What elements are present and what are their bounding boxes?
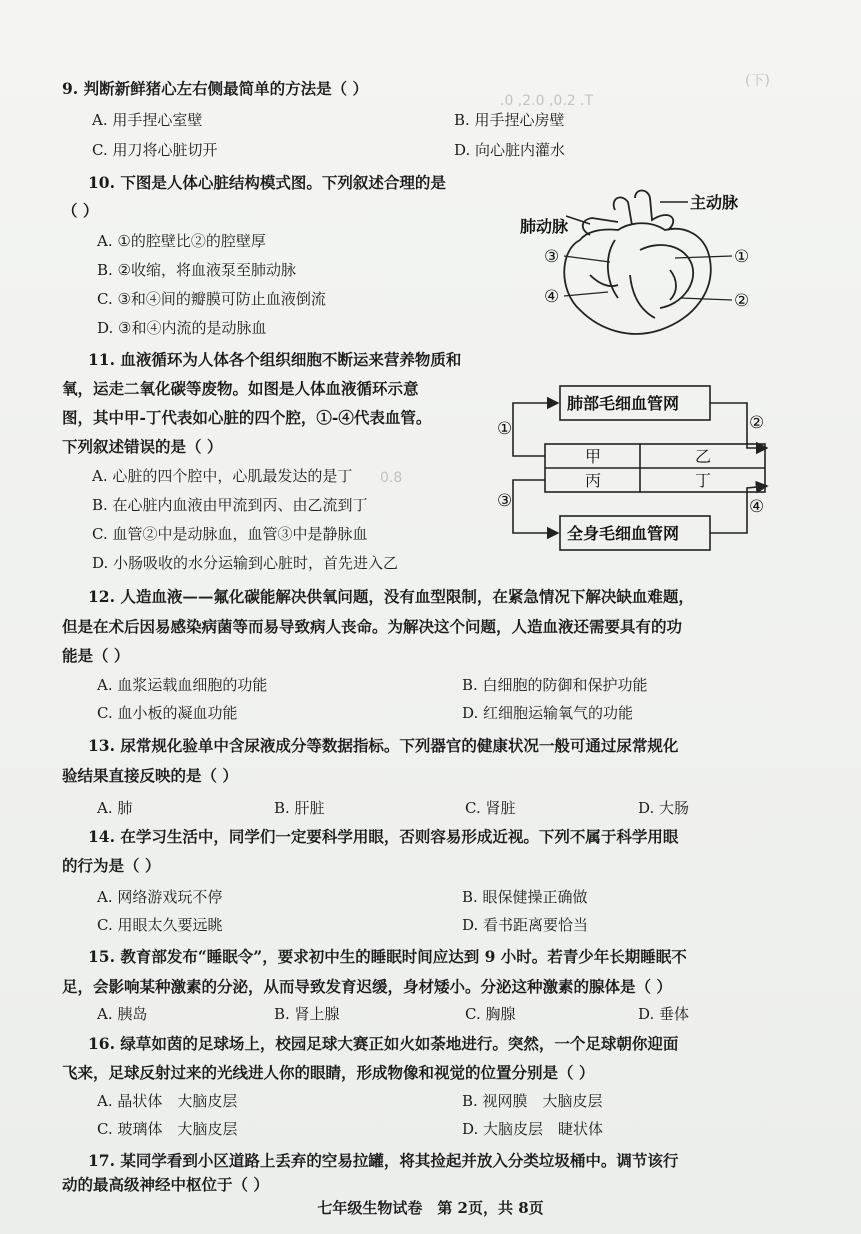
question-9-stem: 9. 判断新鲜猪心左右侧最简单的方法是（ ） — [62, 79, 368, 98]
q9-option-a: A. 用手捏心室壁 — [92, 111, 203, 129]
q15-option-d: D. 垂体 — [638, 1005, 690, 1023]
q16-option-b: B. 视网膜 大脑皮层 — [462, 1092, 603, 1110]
heart-diagram — [520, 180, 790, 360]
q14-option-d: D. 看书距离要恰当 — [462, 916, 589, 934]
question-10-stem: 10. 下图是人体心脏结构模式图。下列叙述合理的是 — [88, 173, 446, 192]
q12-option-c: C. 血小板的凝血功能 — [97, 704, 238, 722]
q13-option-b: B. 肝脏 — [274, 799, 325, 817]
q15-option-a: A. 胰岛 — [97, 1005, 148, 1023]
question-17-line2: 动的最高级神经中枢位于（ ） — [62, 1175, 269, 1194]
q11-option-d: D. 小肠吸收的水分运输到心脏时，首先进入乙 — [92, 554, 399, 572]
question-14-line1: 14. 在学习生活中，同学们一定要科学用眼，否则容易形成近视。下列不属于科学用眼 — [88, 827, 679, 846]
q13-option-c: C. 肾脏 — [465, 799, 516, 817]
q13-option-a: A. 肺 — [97, 799, 133, 817]
q16-option-a: A. 晶状体 大脑皮层 — [97, 1092, 238, 1110]
label-4: ④ — [544, 287, 560, 307]
circulation-diagram — [495, 378, 785, 563]
label-aorta: 主动脉 — [690, 193, 739, 212]
question-13-line1: 13. 尿常规化验单中含尿液成分等数据指标。下列器官的健康状况一般可通过尿常规化 — [88, 736, 679, 755]
question-11-line4: 下列叙述错误的是（ ） — [62, 437, 223, 456]
question-11-line2: 氧，运走二氧化碳等废物。如图是人体血液循环示意 — [62, 379, 419, 398]
question-11-line1: 11. 血液循环为人体各个组织细胞不断运来营养物质和 — [88, 350, 462, 369]
question-17-line1: 17. 某同学看到小区道路上丢弃的空易拉罐，将其捡起并放入分类垃圾桶中。调节该行 — [88, 1151, 679, 1170]
vessel-3: ③ — [497, 491, 513, 511]
q10-option-b: B. ②收缩，将血液泵至肺动脉 — [97, 261, 297, 279]
q9-option-b: B. 用手捏心房壁 — [454, 111, 565, 129]
vessel-4: ④ — [749, 497, 765, 517]
q14-option-a: A. 网络游戏玩不停 — [97, 888, 223, 906]
q16-option-d: D. 大脑皮层 睫状体 — [462, 1120, 604, 1138]
question-12-line3: 能是（ ） — [62, 646, 130, 665]
exam-page: .0 ,2.0 ,0.2 .T (下) 0.8 9. 判断新鲜猪心左右侧最简单的方法是（ ） A. 用手捏心室壁 B. 用手捏心房壁 C. 用刀将心脏切开 D. 向心脏内灌水 10. 下图是人体心脏结构模式图。下列叙述合理的是 （ ） A. ①的腔壁比②的腔壁厚 B. ②收缩，将血液泵至肺动脉 C. ③和④间的瓣膜可防止血液倒流 D. ③和④内流的是动脉血 主动脉 肺动脉 ③ ④ ① ② 11. 血液循环为人体各个组织细胞不断运来营养物质和 氧，运走二氧化碳等废物。如图是人体血液循环示意 图，其中甲-丁代表如心脏的四个腔，①-④代表血管。 下列叙述错误的是（ ） A. 心脏的四个腔中，心肌最发达的是丁 B. 在心脏内血液由甲流到丙、由乙流到丁 C. 血管②中是动脉血，血管③中是静脉血 D. 小肠吸收的水分运输到心脏时，首先进入乙 肺部毛细血管网 全身毛细血管网 甲 乙 丙 丁 ① ② ③ ④ 12. 人造血液——氟化碳能解决供氧问题，没有血型限制，在紧急情况下解决缺血难题， 但是在术后因易感染病菌等而易导致病人丧命。为解决这个问题，人造血液还需要具有的功 能是（ ） A. 血浆运载血细胞的功能 B. 白细胞的防御和保护功能 C. 血小板的凝血功能 D. 红细胞运输氧气的功能 13. 尿常规化验单中含尿液成分等数据指标。下列器官的健康状况一般可通过尿常规化 验结果直接反映的是（ ） A. 肺 B. 肝脏 C. 肾脏 D. 大肠 14. 在学习生活中，同学们一定要科学用眼，否则容易形成近视。下列不属于科学用眼 的行为是（ ） A. 网络游戏玩不停 B. 眼保健操正确做 C. 用眼太久要远眺 D. 看书距离要恰当 15. 教育部发布“睡眠令”，要求初中生的睡眠时间应达到 9 小时。若青少年长期睡眠不 足，会影响某种激素的分泌，从而导致发育迟缓，身材矮小。分泌这种激素的腺体是（ ） A. 胰岛 B. 肾上腺 C. 胸腺 D. 垂体 16. 绿草如茵的足球场上，校园足球大赛正如火如荼地进行。突然，一个足球朝你迎面 飞来，足球反射过来的光线进人你的眼睛，形成物像和视觉的位置分别是（ ） A. 晶状体 大脑皮层 B. 视网膜 大脑皮层 C. 玻璃体 大脑皮层 D. 大脑皮层 睫状体 17. 某同学看到小区道路上丢弃的空易拉罐，将其捡起并放入分类垃圾桶中。调节该行 动的最高级神经中枢位于（ ） 七年级生物试卷 第 2页，共 8页 — [0, 0, 861, 1234]
q10-option-d: D. ③和④内流的是动脉血 — [97, 319, 267, 337]
body-capillary-label: 全身毛细血管网 — [567, 524, 680, 543]
chamber-yi: 乙 — [695, 447, 712, 466]
q14-option-c: C. 用眼太久要远眺 — [97, 916, 223, 934]
q10-option-a: A. ①的腔壁比②的腔壁厚 — [97, 232, 266, 250]
question-15-line1: 15. 教育部发布“睡眠令”，要求初中生的睡眠时间应达到 9 小时。若青少年长期睡眠不 — [88, 947, 687, 966]
lung-capillary-label: 肺部毛细血管网 — [567, 394, 680, 413]
question-16-line2: 飞来，足球反射过来的光线进人你的眼睛，形成物像和视觉的位置分别是（ ） — [62, 1063, 595, 1082]
question-12-line1: 12. 人造血液——氟化碳能解决供氧问题，没有血型限制，在紧急情况下解决缺血难题， — [88, 587, 694, 606]
q15-option-c: C. 胸腺 — [465, 1005, 516, 1023]
question-12-line2: 但是在术后因易感染病菌等而易导致病人丧命。为解决这个问题，人造血液还需要具有的功 — [62, 617, 683, 636]
q12-option-d: D. 红细胞运输氧气的功能 — [462, 704, 634, 722]
q9-option-d: D. 向心脏内灌水 — [454, 141, 566, 159]
q10-option-c: C. ③和④间的瓣膜可防止血液倒流 — [97, 290, 326, 308]
question-15-line2: 足，会影响某种激素的分泌，从而导致发育迟缓，身材矮小。分泌这种激素的腺体是（ ） — [62, 977, 672, 996]
q13-option-d: D. 大肠 — [638, 799, 690, 817]
question-10-paren: （ ） — [62, 201, 99, 220]
chamber-bing: 丙 — [585, 471, 602, 490]
label-2: ② — [734, 291, 750, 311]
label-1: ① — [734, 247, 750, 267]
question-14-line2: 的行为是（ ） — [62, 856, 161, 875]
vessel-1: ① — [497, 419, 513, 439]
question-16-line1: 16. 绿草如茵的足球场上，校园足球大赛正如火如荼地进行。突然，一个足球朝你迎面 — [88, 1034, 679, 1053]
chamber-jia: 甲 — [585, 447, 602, 466]
q15-option-b: B. 肾上腺 — [274, 1005, 340, 1023]
question-11-line3: 图，其中甲-丁代表如心脏的四个腔，①-④代表血管。 — [62, 408, 432, 427]
q12-option-a: A. 血浆运载血细胞的功能 — [97, 676, 268, 694]
q11-option-a: A. 心脏的四个腔中，心肌最发达的是丁 — [92, 467, 353, 485]
q16-option-c: C. 玻璃体 大脑皮层 — [97, 1120, 238, 1138]
q14-option-b: B. 眼保健操正确做 — [462, 888, 588, 906]
question-13-line2: 验结果直接反映的是（ ） — [62, 766, 238, 785]
label-3: ③ — [544, 247, 560, 267]
q12-option-b: B. 白细胞的防御和保护功能 — [462, 676, 648, 694]
q11-option-b: B. 在心脏内血液由甲流到丙、由乙流到丁 — [92, 496, 368, 514]
label-pulmonary-artery: 肺动脉 — [520, 217, 569, 236]
q11-option-c: C. 血管②中是动脉血，血管③中是静脉血 — [92, 525, 368, 543]
vessel-2: ② — [749, 413, 765, 433]
chamber-ding: 丁 — [695, 471, 712, 490]
page-footer: 七年级生物试卷 第 2页，共 8页 — [317, 1199, 544, 1217]
q9-option-c: C. 用刀将心脏切开 — [92, 141, 218, 159]
